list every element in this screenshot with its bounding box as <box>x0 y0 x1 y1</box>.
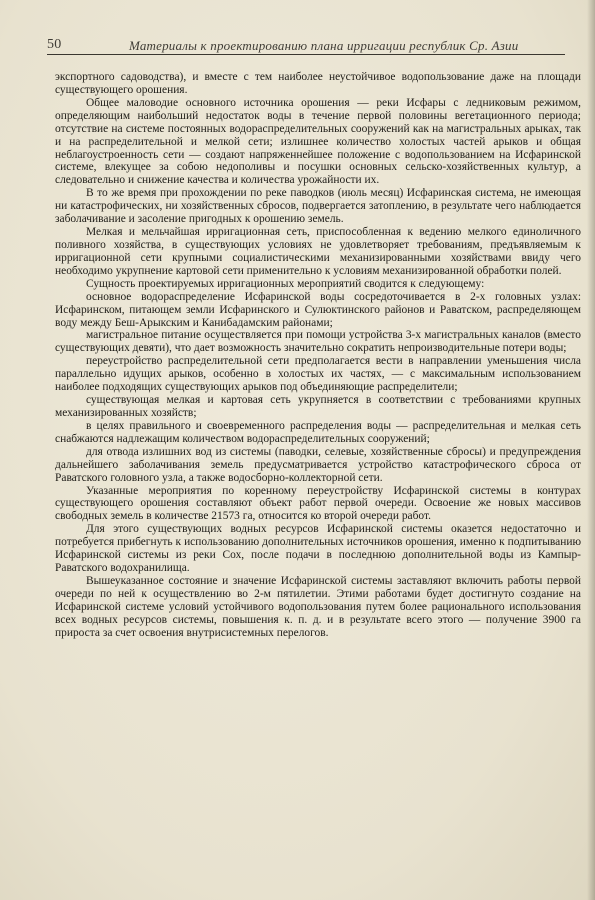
paragraph: переустройство распределительной сети предполагается вести в направлении уменьшения числа параллельно идущих арыков, особенно в холостых их частях, — с максимальным использованием наиболее подходящих существующих арыков под объединяющие распределители; <box>55 355 581 394</box>
paragraph: В то же время при прохождении по реке паводков (июль месяц) Исфаринская система, не имеющая ни катастрофических, ни хозяйственных сбросов, подвергается затоплению, в результате чего наблюдается заболачивание и засоление пригодных к орошению земель. <box>55 187 581 226</box>
running-title: Материалы к проектированию плана ирригации республик Ср. Азии <box>129 38 519 53</box>
body-text <box>55 71 581 640</box>
paragraph: экспортного садоводства), и вместе с тем наиболее неустойчивое водопользование даже на площади существующего орошения. <box>55 71 581 96</box>
book-spine-shadow <box>587 0 595 900</box>
paragraph: существующая мелкая и картовая сеть укрупняется в соответствии с требованиями крупных механизированных хозяйств; <box>55 394 581 419</box>
paragraph: Для этого существующих водных ресурсов Исфаринской системы оказется недостаточно и потребуется прибегнуть к использованию дополнительных источников орошения, именно к подпитыванию Исфаринской системы из реки Сох, после подачи в последнюю дополнительной воды из Кампыр-Раватского водохранилища. <box>55 523 581 575</box>
paragraph: Мелкая и мельчайшая ирригационная сеть, приспособленная к ведению мелкого единоличного поливного хозяйства, в существующих условиях не удовлетворяет требованиям, предъявляемым к ирригационной сети крупными социалистическими механизированными хозяйствами ввиду чего необходимо укрупнение картовой сети применительно к условиям механизированной обработки полей. <box>55 226 581 277</box>
paragraph: Сущность проектируемых ирригационных мероприятий сводится к следующему: <box>86 277 485 290</box>
page-number: 50 <box>47 37 62 52</box>
paragraph: Вышеуказанное состояние и значение Исфаринской системы заставляют включить работы первой очереди по ней к осуществлению во 2-м пятилетии. Этими работами будет достигнуто создание на Исфаринской системе условий устойчивого водопользования путем более рационального использования всех водных ресурсов системы, повышения к. п. д. и в результате всего этого — получение 3900 га прироста за счет освоения внутрисистемных перелогов. <box>55 574 581 639</box>
paragraph: основное водораспределение Исфаринской воды сосредоточивается в 2-х головных узлах: Исфаринском, питающем земли Исфаринского и Сулюктинского районов и Раватском, распределяющем воду между Беш-Арыкским и Канибадамским районами; <box>55 290 581 329</box>
paragraph: для отвода излишних вод из системы (паводки, селевые, хозяйственные сбросы) и предупреждения дальнейшего заболачивания земель предусматривается устройство катастрофического сброса от Раватского головного узла, а также водосборно-коллекторной сети. <box>55 445 581 484</box>
paragraph: Общее маловодие основного источника орошения — реки Исфары с ледниковым режимом, определяющим наибольший недостаток воды в течение первой половины вегетационного периода; отсутствие на системе постоянных водораспределительных сооружений как на магистральных арыках, так и на распределительной и мелкой сети; излишнее количество холостых частей арыков и общая неблагоустроенность сети — создают напряженнейшее положение с водопользованием на Исфаринской системе, влекущее за собою недополивы и посушки основных сельско-хозяйственных культур, а следовательно и снижение качества и количества урожайности их. <box>55 96 581 187</box>
paragraph: в целях правильного и своевременного распределения воды — распределительная и мелкая сеть снабжаются надлежащим количеством водораспределительных сооружений; <box>55 419 581 445</box>
paragraph: магистральное питание осуществляется при помощи устройства 3-х магистральных каналов (вместо существующих девяти), что дает возможность значительно сократить непроизводительные потери воды; <box>55 329 581 355</box>
page-header <box>47 36 565 55</box>
paragraph: Указанные мероприятия по коренному переустройству Исфаринской системы в контурах существующего орошения составляют объект работ первой очереди. Освоение же новых массивов свободных земель в количестве 21573 га, относится ко второй очереди работ. <box>55 484 581 523</box>
